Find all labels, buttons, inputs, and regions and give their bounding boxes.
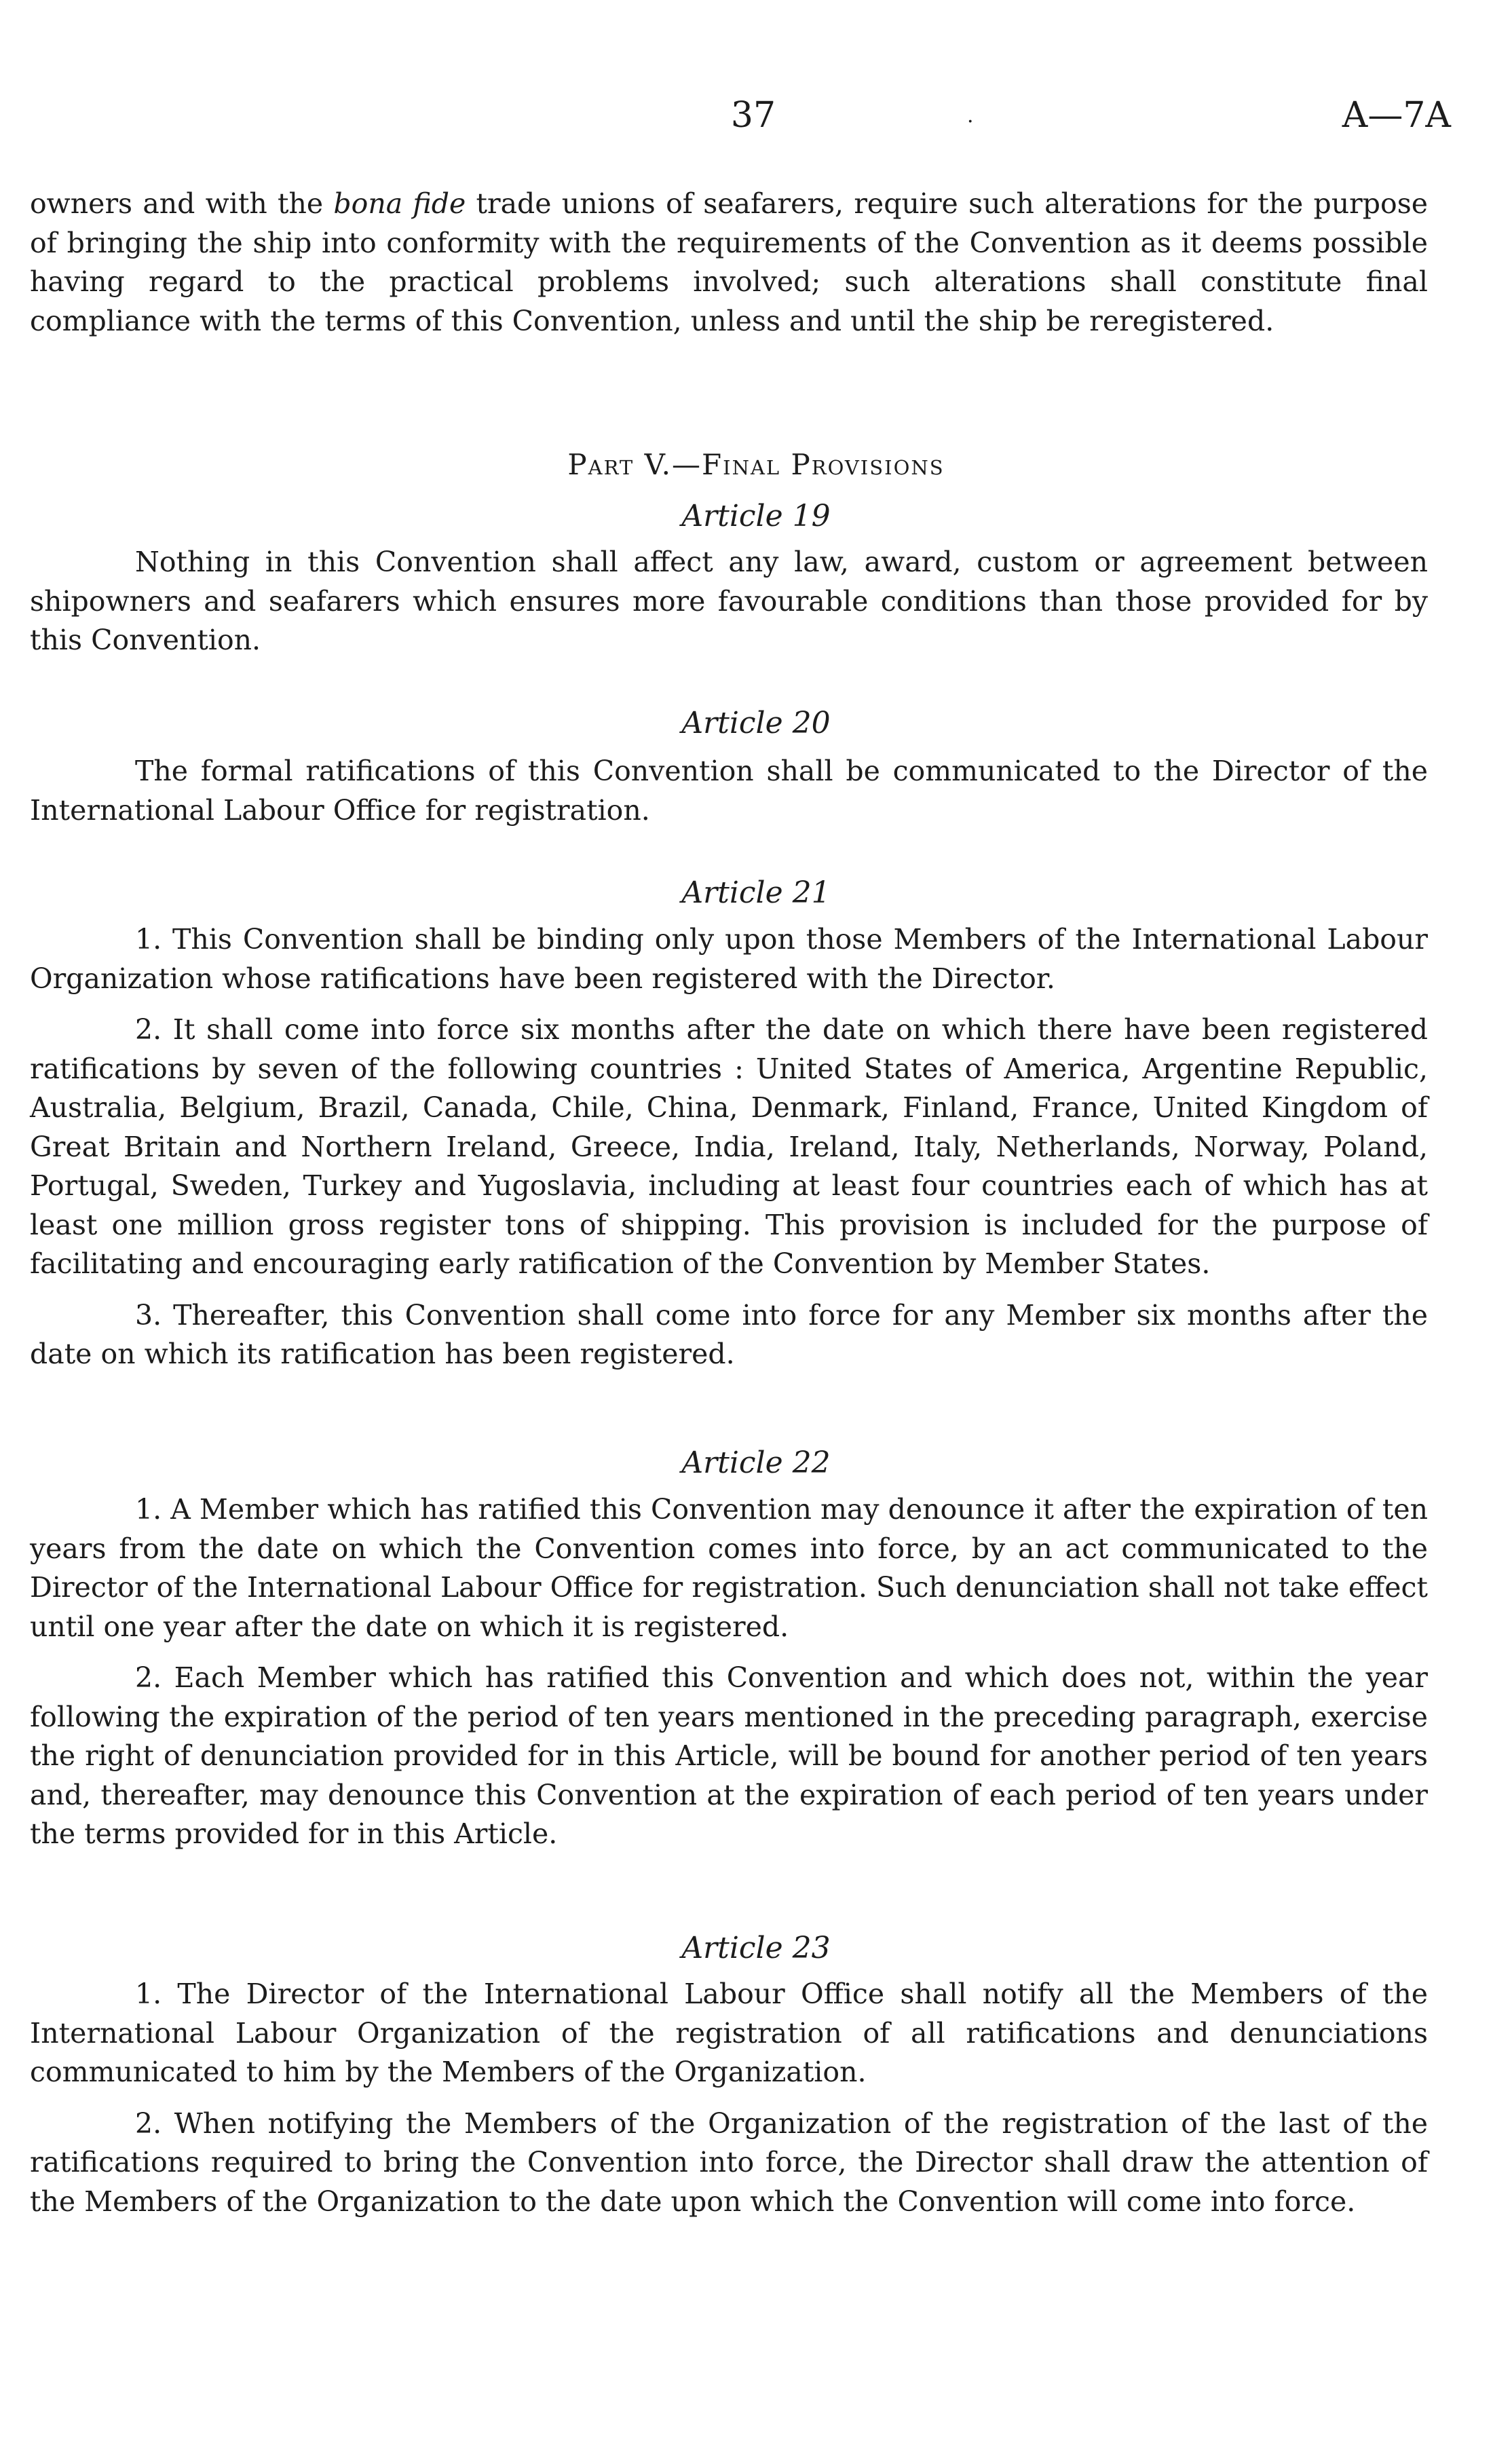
article-21-body [30, 920, 1428, 1374]
article-22-heading: Article 22 [681, 1446, 831, 1480]
article-19-paragraph-1: Nothing in this Convention shall affect any law, award, custom or agreement between shipowners and seafarers which ensures more favourable conditions than those provided for by this Convention. [30, 546, 1428, 656]
article-20-paragraph-1: The formal ratifications of this Convention shall be communicated to the Director of the International Labour Office for registration. [30, 755, 1428, 827]
article-21-paragraph-3: 3. Thereafter, this Convention shall come into force for any Member six months after the date on which its ratification has been registered. [30, 1298, 1428, 1370]
article-20-heading: Article 20 [681, 706, 831, 740]
article-21-paragraph-1: 1. This Convention shall be binding only upon those Members of the International Labour Organization whose ratifications have been registered with the Director. [30, 923, 1428, 995]
article-19-body [30, 543, 1428, 660]
intro-text-start: owners and with the [30, 187, 334, 220]
intro-text-rest: trade unions of seafarers, require such alterations for the purpose of bringing the ship into conformity with the requirements of the Convention as it deems possible having regard to the practical problems involved; such alterations shall constitute final compliance with the terms of this Convention, unless and until the ship be reregistered. [30, 187, 1428, 337]
article-19-heading: Article 19 [681, 499, 831, 533]
article-23-paragraph-1: 1. The Director of the International Labour Office shall notify all the Members of the International Labour Organization of the registration of all ratifications and denunciations communicated to him by the Members of the Organization. [30, 1978, 1428, 2088]
intro-text-italic: bona fide [333, 187, 466, 220]
article-20-body [30, 752, 1428, 830]
page-number: 37 [730, 95, 776, 136]
article-22-paragraph-1: 1. A Member which has ratified this Convention may denounce it after the expiration of ten years from the date on which the Convention comes into force, by an act communicated to the Director of the International Labour Office for registration. Such denunciation shall not take effect until one year after the date on which it is registered. [30, 1493, 1428, 1643]
article-22-paragraph-2: 2. Each Member which has ratified this Convention and which does not, within the year following the expiration of the period of ten years mentioned in the preceding paragraph, exercise the right of denunciation provided for in this Article, will be bound for another period of ten years and, thereafter, may denounce this Convention at the expiration of each period of ten years under the terms provided for in this Article. [30, 1661, 1428, 1850]
article-23-heading: Article 23 [681, 1931, 831, 1965]
page-header [0, 95, 1512, 149]
article-23-paragraph-2: 2. When notifying the Members of the Organization of the registration of the last of the ratifications required to bring the Convention into force, the Director shall draw the attention of the Members of the Organization to the date upon which the Convention will come into force. [30, 2107, 1428, 2218]
article-21-paragraph-2: 2. It shall come into force six months after the date on which there have been registered ratifications by seven of the following countries : United States of America, Argentine Republic, Australia, Belgium, Brazil, Canada, Chile, China, Denmark, Finland, France, United Kingdom of Great Britain and Northern Ireland, Greece, India, Ireland, Italy, Netherlands, Norway, Poland, Portugal, Sweden, Turkey and Yugoslavia, including at least four countries each of which has at least one million gross register tons of shipping. This provision is included for the purpose of facilitating and encouraging early ratification of the Convention by Member States. [30, 1013, 1428, 1280]
header-dot: · [967, 110, 974, 134]
intro-text [30, 185, 1428, 341]
article-23-body [30, 1975, 1428, 2221]
article-21-heading: Article 21 [681, 875, 831, 910]
part-heading: Part V.—Final Provisions [567, 448, 945, 481]
intro-paragraph [30, 185, 1428, 341]
document-reference: A—7A [1342, 95, 1451, 136]
article-22-body [30, 1490, 1428, 1854]
